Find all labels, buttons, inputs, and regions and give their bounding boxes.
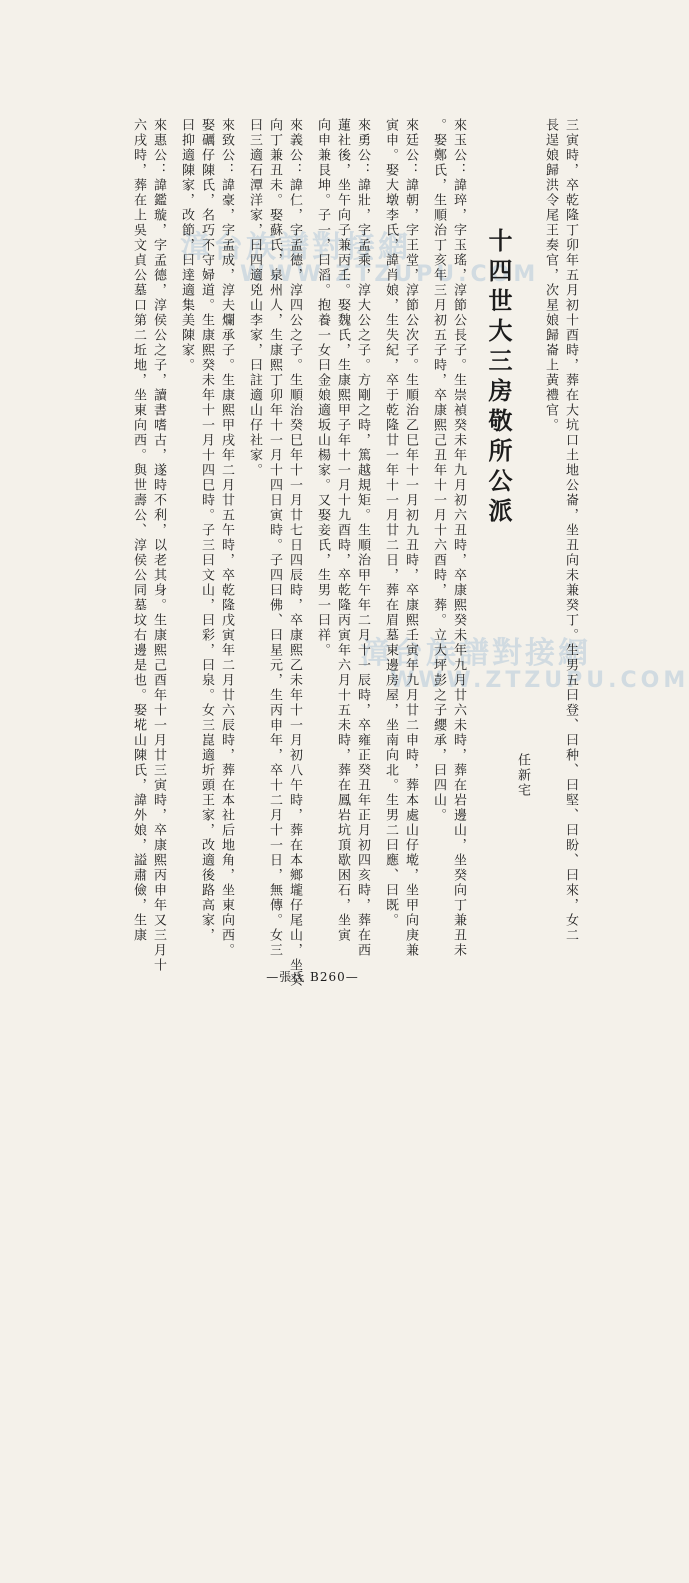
page-footer: —張氏 B260—: [266, 970, 359, 984]
text-column: 來致公：諱豪，字孟成，淳夫爛承子。生康熙甲戌年二月廿五午時，卒乾隆戊寅年二月廿六辰時，葬在本社后地角，坐東向西。: [219, 118, 234, 958]
text-column: 寅申。娶大墩李氏，諱肖娘，生失紀，卒于乾隆廿一年十一月廿二日，葬在眉墓東邊房屋，坐南向北。生男二曰應、曰既。: [383, 118, 398, 928]
watermark-text-top: 漳台族譜對接網: [180, 230, 411, 265]
text-column: 來玉公：諱琗，字玉瑤，淳節公長子。生崇禎癸未年九月初六丑時，卒康熙癸未年九月廿六未時，葬在岩邊山，坐癸向丁兼丑未: [451, 118, 466, 958]
text-column: 曰抑適陳家，改節，曰達適集美陳家。: [179, 118, 194, 373]
text-column: 向丁兼丑未。娶蘇氏，泉州人，生康熙丁卯年十一月十四日寅時。子四曰佛、曰星元，生丙申年，卒十二月十一日，無傳。女三: [267, 118, 282, 958]
author-attribution: 任新宅: [515, 753, 530, 798]
watermark-url-top: WWW.ZTZUPU.COM: [240, 262, 540, 287]
text-column: 三寅時，卒乾隆丁卯年五月初十酉時，葬在大坑口土地公崙，坐丑向未兼癸丁。生男五曰登、曰种、曰堅、曰盼、曰來，女二: [563, 118, 578, 943]
text-column: 來勇公：諱壯，字孟乘，淳大公之子。方剛之時，篤越規矩。生順治甲午年二月十一辰時，卒雍正癸丑年正月初四亥時，葬在西: [355, 118, 370, 958]
text-column: 來惠公：諱鑑璇，字孟德，淳侯公之子，讀書嗜古，遂時不利，以老其身。生康熙己酉年十一月廿三寅時，卒康熙丙申年又三月十: [151, 118, 166, 973]
section-heading: 十四世大三房敬所公派: [484, 228, 513, 528]
text-column: 來義公：諱仁，字孟德，淳四公之子。生順治癸巳年十一月廿七日四辰時，卒康熙乙未年十一月初八午時，葬在本鄉壠仔尾山，坐癸: [287, 118, 302, 988]
text-column: 向申兼艮坤。子一，曰滔。抱養一女曰金娘適坂山楊家。又娶妾氏，生男一曰祥。: [315, 118, 330, 658]
watermark-url-bottom: WWW.ZTZUPU.COM: [390, 668, 689, 693]
text-column: 來廷公：諱朝，字王堂，淳節公次子。生順治乙巳年十一月初九丑時，卒康熙壬寅年九月廿二申時，葬本處山仔墘，坐甲向庚兼: [403, 118, 418, 958]
text-column: 。娶鄭氏，生順治丁亥年三月初五子時，卒康熙己丑年十一月十六酉時，葬。立大坪彭之子纓承，曰四山。: [431, 118, 446, 823]
text-column: 曰三適石潭洋家，曰四適兇山李家，曰註適山仔社家。: [247, 118, 262, 478]
watermark-text-bottom: 漳台族譜對接網: [360, 636, 591, 671]
text-column: 長逞娘歸洪令尾王奏官，次星娘歸崙上黃禮官。: [543, 118, 558, 433]
text-column: 娶礪仔陳氏，名巧不守婦道。生康熙癸未年十一月十四巳時。子三曰文山，曰彩，曰泉。女三崑適圻頭王家，改適後路高家，: [199, 118, 214, 943]
text-column: 六戌時，葬在上吳文貞公墓口第二坵地，坐東向西。與世壽公、淳侯公同墓坟右邊是也。娶埖山陳氏，諱外娘，謚肅儉，生康: [131, 118, 146, 943]
text-column: 蓮社後，坐午向子兼丙壬。娶魏氏，生康熙甲子年十一月十九酉時，卒乾隆丙寅年六月十五未時，葬在鳳岩坑頂歇困石，坐寅: [335, 118, 350, 943]
